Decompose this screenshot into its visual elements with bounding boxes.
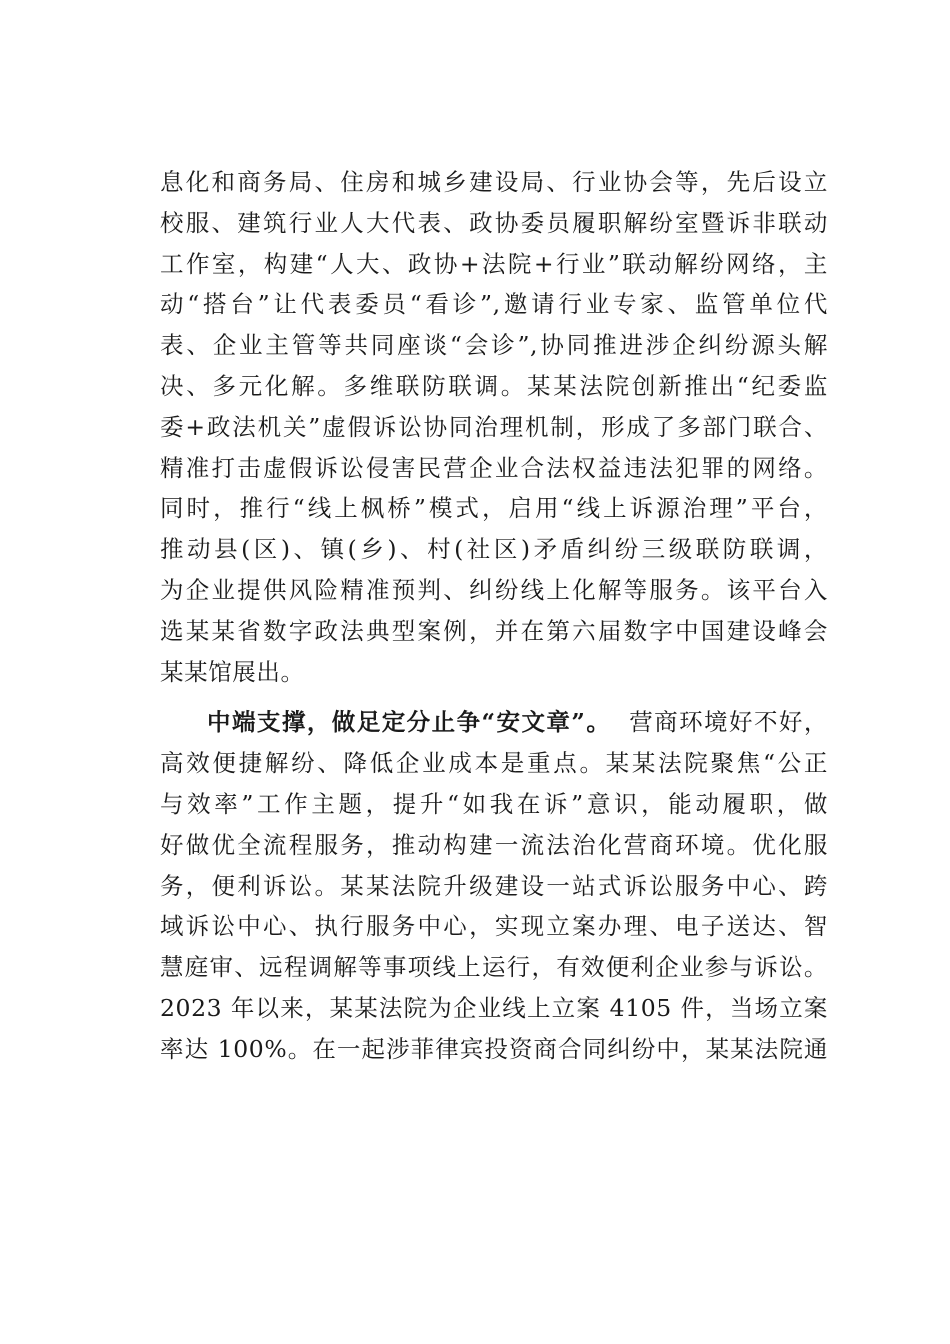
document-body	[160, 162, 828, 1070]
heading-line-text: 营商环境好不好，	[629, 708, 828, 737]
text-line: 选某某省数字政法典型案例，并在第六届数字中国建设峰会	[160, 616, 828, 645]
text-line: 同时，推行“线上枫桥”模式，启用“线上诉源治理”平台，	[160, 494, 828, 523]
text-line: 务，便利诉讼。某某法院升级建设一站式诉讼服务中心、跨	[160, 871, 828, 900]
text-line: 校服、建筑行业人大代表、政协委员履职解纷室暨诉非联动	[160, 208, 828, 237]
text-line: 工作室，构建“人大、政协+法院+行业”联动解纷网络，主	[160, 249, 828, 278]
text-line: 好做优全流程服务，推动构建一流法治化营商环境。优化服	[160, 830, 828, 859]
text-line: 动“搭台”让代表委员“看诊”,邀请行业专家、监管单位代	[160, 290, 828, 319]
text-line: 慧庭审、远程调解等事项线上运行，有效便利企业参与诉讼。	[160, 953, 828, 982]
section-heading: 中端支撑，做足定分止争“安文章”。	[207, 708, 612, 737]
text-line: 率达 100%。在一起涉菲律宾投资商合同纠纷中，某某法院通	[160, 1034, 828, 1063]
text-line: 某某馆展出。	[160, 657, 305, 686]
text-line: 2023 年以来，某某法院为企业线上立案 4105 件，当场立案	[160, 993, 828, 1022]
paragraph-1	[160, 162, 828, 692]
text-line: 息化和商务局、住房和城乡建设局、行业协会等，先后设立	[160, 168, 828, 196]
text-line: 委+政法机关”虚假诉讼协同治理机制，形成了多部门联合、	[160, 412, 828, 441]
text-line: 为企业提供风险精准预判、纠纷线上化解等服务。该平台入	[160, 575, 828, 604]
text-line: 与效率”工作主题，提升“如我在诉”意识，能动履职，做	[160, 789, 828, 818]
paragraph-spacing	[160, 692, 828, 702]
text-line: 高效便捷解纷、降低企业成本是重点。某某法院聚焦“公正	[160, 749, 828, 778]
text-line: 精准打击虚假诉讼侵害民营企业合法权益违法犯罪的网络。	[160, 453, 828, 482]
text-line: 域诉讼中心、执行服务中心，实现立案办理、电子送达、智	[160, 912, 828, 941]
paragraph-heading-line	[160, 702, 828, 743]
text-line: 表、企业主管等共同座谈“会诊”,协同推进涉企纠纷源头解	[160, 331, 828, 360]
text-line: 决、多元化解。多维联防联调。某某法院创新推出“纪委监	[160, 371, 828, 400]
text-line: 推动县(区)、镇(乡)、村(社区)矛盾纠纷三级联防联调，	[160, 535, 828, 564]
paragraph-2	[160, 702, 828, 1069]
